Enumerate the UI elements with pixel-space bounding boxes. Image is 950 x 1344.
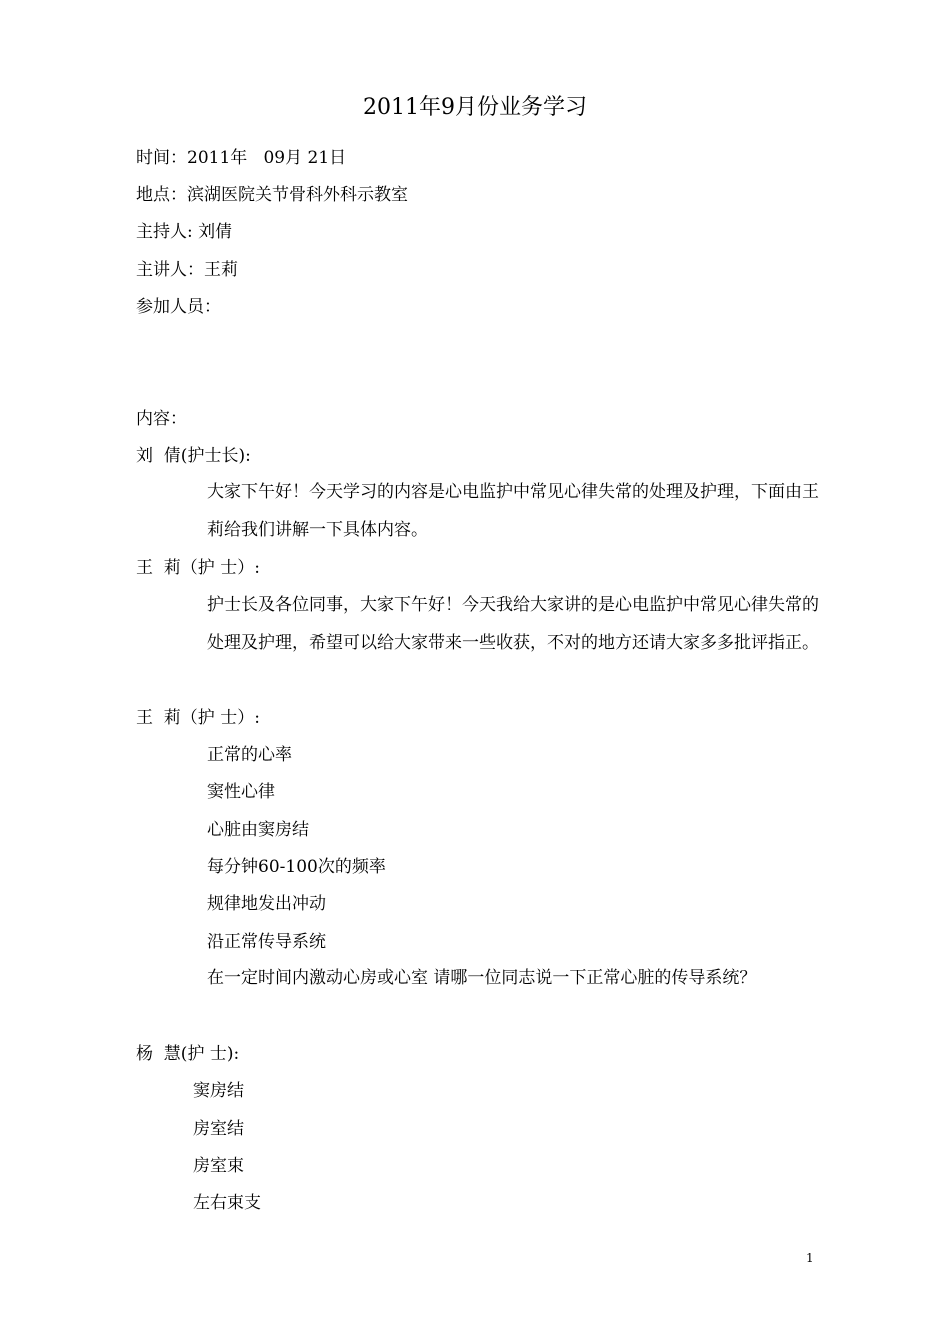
speech-paragraph: 在一定时间内激动心房或心室 请哪一位同志说一下正常心脏的传导系统？ (207, 968, 757, 988)
speech-paragraph: 护士长及各位同事，大家下午好！今天我给大家讲的是心电监护中常见心律失常的处理及护理，希望可以给大家带来一些收获，不对的地方还请大家多多批评指正。 (207, 595, 819, 653)
list-item: 窦房结 (193, 1081, 244, 1101)
list-item: 房室结 (193, 1119, 244, 1139)
speech-paragraph: 大家下午好！今天学习的内容是心电监护中常见心律失常的处理及护理，下面由王莉给我们讲解一下具体内容。 (207, 482, 819, 540)
page-number: 1 (806, 1251, 814, 1265)
content-label: 内容： (136, 409, 187, 429)
page-title: 2011年9月份业务学习 (363, 95, 587, 120)
speaker-label: 刘 倩(护士长): (136, 446, 251, 466)
list-item: 正常的心率 (207, 745, 292, 765)
list-item: 每分钟60-100次的频率 (207, 857, 386, 877)
list-item: 规律地发出冲动 (207, 894, 326, 914)
meeting-place: 地点：滨湖医院关节骨科外科示教室 (136, 185, 408, 205)
list-item: 房室束 (193, 1156, 244, 1176)
speaker-label: 杨 慧(护 士): (136, 1044, 240, 1064)
list-item: 心脏由窦房结 (207, 820, 309, 840)
meeting-time: 时间：2011年 09月 21日 (136, 148, 347, 168)
speaker-label: 王 莉（护 士）: (136, 558, 260, 578)
meeting-host: 主持人: 刘倩 (136, 222, 233, 242)
list-item: 窦性心律 (207, 782, 275, 802)
list-item: 左右束支 (193, 1193, 261, 1213)
meeting-attendees: 参加人员： (136, 297, 221, 317)
speaker-label: 王 莉（护 士）: (136, 708, 260, 728)
list-item: 沿正常传导系统 (207, 932, 326, 952)
meeting-speaker: 主讲人：王莉 (136, 260, 238, 280)
